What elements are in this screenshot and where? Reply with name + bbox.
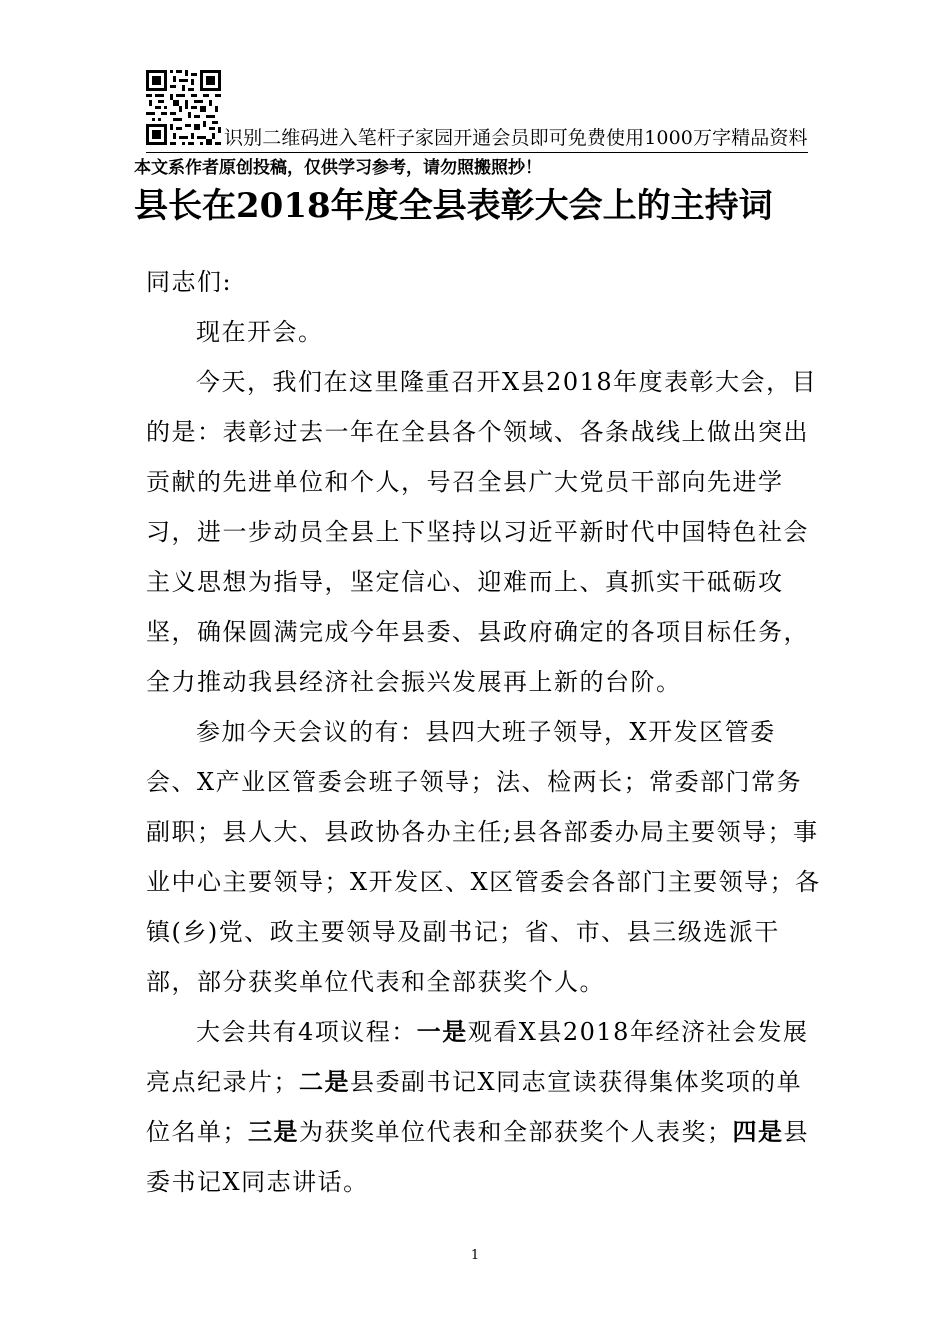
agenda-item-4-text: 县委书记X同志讲话。: [146, 1118, 809, 1196]
agenda-item-1-label: 一是: [416, 1017, 468, 1046]
agenda-item-3-label: 三是: [248, 1117, 299, 1146]
page-number: 1: [470, 1248, 480, 1263]
salutation: 同志们:: [146, 268, 233, 296]
paragraph-agenda: [146, 1007, 826, 1207]
qr-code-image: [146, 70, 221, 145]
copyright-disclaimer: 本文系作者原创投稿，仅供学习参考，请勿照搬照抄！: [134, 158, 542, 178]
document-body: [146, 257, 826, 1207]
header-promo-text: 识别二维码进入笔杆子家园开通会员即可免费使用1000万字精品资料: [224, 127, 808, 149]
document-title: 县长在2018年度全县表彰大会上的主持词: [134, 186, 773, 226]
agenda-item-1-text: 观看X县2018年经济社会发展亮点纪录片；: [146, 1018, 809, 1096]
header-divider: [146, 152, 808, 153]
paragraph-opening: 现在开会。: [196, 318, 324, 346]
paragraph-purpose: 今天，我们在这里隆重召开X县2018年度表彰大会，目的是：表彰过去一年在全县各个领域、各条战线上做出突出贡献的先进单位和个人，号召全县广大党员干部向先进学习，进一步动员全县上下坚持以习近平新时代中国特色社会主义思想为指导，坚定信心、迎难而上、真抓实干砥砺攻坚，确保圆满完成今年县委、县政府确定的各项目标任务，全力推动我县经济社会振兴发展再上新的台阶。: [146, 368, 818, 696]
agenda-item-4-label: 四是: [732, 1117, 784, 1146]
agenda-item-2-text: 县委副书记X同志宣读获得集体奖项的单位名单；: [146, 1068, 803, 1146]
agenda-item-3-text: 为获奖单位代表和全部获奖个人表奖；: [299, 1118, 733, 1146]
paragraph-attendees: 参加今天会议的有：县四大班子领导，X开发区管委会、X产业区管委会班子领导；法、检两长；常委部门常务副职；县人大、县政协各办主任;县各部委办局主要领导；事业中心主要领导；X开发区、X区管委会各部门主要领导；各镇(乡)党、政主要领导及副书记；省、市、县三级选派干部，部分获奖单位代表和全部获奖个人。: [146, 718, 821, 996]
agenda-intro: 大会共有4项议程：: [196, 1018, 417, 1046]
agenda-item-2-label: 二是: [299, 1067, 350, 1096]
